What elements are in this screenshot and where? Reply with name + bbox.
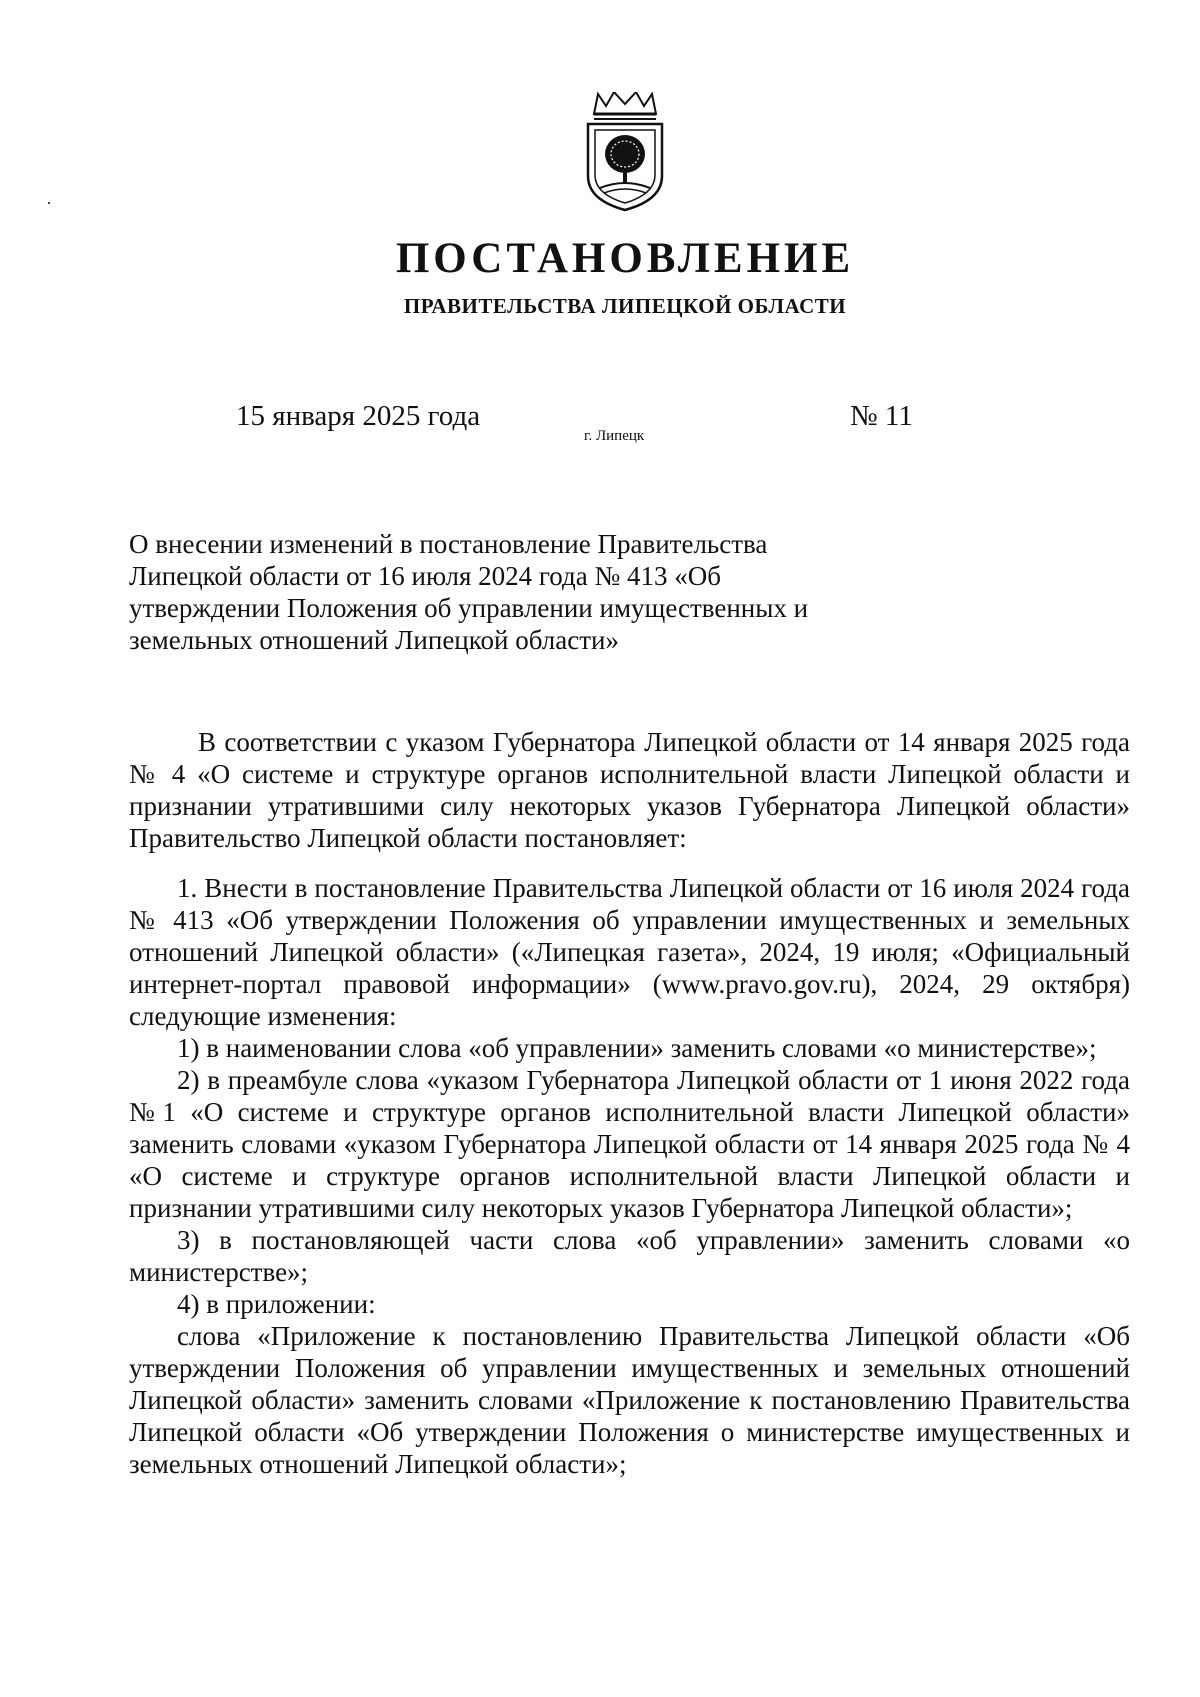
subitem-3-paragraph: 3) в постановляющей части слова «об управлении» заменить словами «о министерстве»; — [129, 1225, 1130, 1287]
subitem-2-paragraph: 2) в преамбуле слова «указом Губернатора Липецкой области от 1 июня 2022 года №1 «О системе и структуре органов исполнительной власти Липецкой области» заменить словами «указом Губернатора Липецкой области от 14 января 2025 года № 4 «О системе и структуре органов исполнительной власти Липецкой области и признании утратившими силу некоторых указов Губернатора Липецкой области»; — [129, 1065, 1130, 1223]
document-date: 15 января 2025 года — [236, 400, 481, 432]
subitem-4-paragraph: 4) в приложении: — [177, 1289, 376, 1319]
document-title: ПОСТАНОВЛЕНИЕ — [395, 235, 855, 282]
preamble-paragraph: В соответствии с указом Губернатора Липецкой области от 14 января 2025 года № 4 «О системе и структуре органов исполнительной власти Липецкой области и признании утратившими силу некоторых указов Губернатора Липецкой области» Правительство Липецкой области постановляет: — [129, 727, 1130, 853]
subitem-1-paragraph: 1) в наименовании слова «об управлении» заменить словами «о министерстве»; — [177, 1033, 1097, 1063]
document-subject: О внесении изменений в постановление Правительства Липецкой области от 16 июля 2024 года № 413 «Об утверждении Положения об управлении имущественных и земельных отношений Липецкой области» — [129, 529, 809, 655]
document-body — [129, 726, 1130, 1480]
scan-speck — [48, 202, 50, 204]
document-city: г. Липецк — [584, 428, 645, 444]
document-number: № 11 — [850, 400, 913, 432]
issuing-authority: ПРАВИТЕЛЬСТВА ЛИПЕЦКОЙ ОБЛАСТИ — [403, 294, 847, 318]
coat-of-arms-icon — [580, 92, 670, 214]
subitem-4-text-paragraph: слова «Приложение к постановлению Правительства Липецкой области «Об утверждении Положения об управлении имущественных и земельных отношений Липецкой области» заменить словами «Приложение к постановлению Правительства Липецкой области «Об утверждении Положения о министерстве имущественных и земельных отношений Липецкой области»; — [129, 1321, 1130, 1479]
item-1-paragraph: 1. Внести в постановление Правительства Липецкой области от 16 июля 2024 года № 413 «Об утверждении Положения об управлении имущественных и земельных отношений Липецкой области» («Липецкая газета», 2024, 19 июля; «Официальный интернет-портал правовой информации» (www.pravo.gov.ru), 2024, 29 октября) следующие изменения: — [129, 873, 1130, 1031]
